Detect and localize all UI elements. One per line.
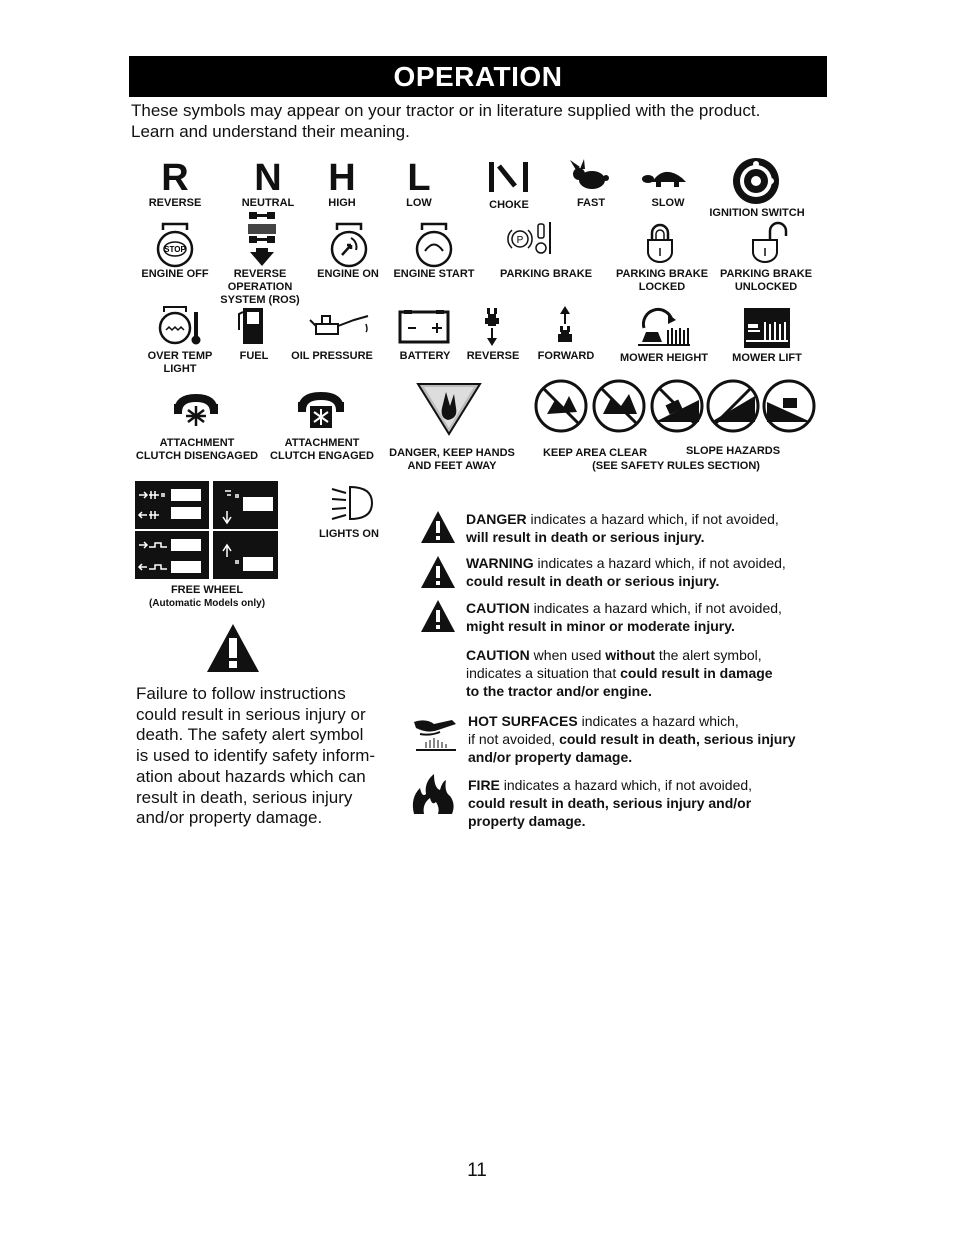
reverse-direction-label: REVERSE xyxy=(466,350,520,362)
parking-brake-icon xyxy=(507,222,553,258)
keep-area-clear-icon-2 xyxy=(594,381,644,431)
safety-alert-icon xyxy=(205,622,261,674)
fuel-label: FUEL xyxy=(239,350,269,362)
high-label: HIGH xyxy=(328,197,356,209)
attachment-clutch-engaged-label: ATTACHMENT CLUTCH ENGAGED xyxy=(270,437,374,462)
section-title-banner: OPERATION xyxy=(129,56,827,97)
rabbit-icon xyxy=(568,158,612,194)
ignition-switch-icon xyxy=(731,156,781,206)
keep-area-clear-label: KEEP AREA CLEAR xyxy=(542,447,648,459)
parking-brake-unlocked-label: PARKING BRAKE UNLOCKED xyxy=(719,268,813,293)
parking-p-text: P xyxy=(516,235,524,246)
free-wheel-note: (Automatic Models only) xyxy=(148,598,266,609)
engine-off-label: ENGINE OFF xyxy=(141,268,209,280)
neutral-letter: N xyxy=(254,157,282,199)
lights-on-label: LIGHTS ON xyxy=(319,528,379,540)
attachment-clutch-disengaged-label: ATTACHMENT CLUTCH DISENGAGED xyxy=(135,437,259,462)
lock-unlocked-icon xyxy=(750,222,790,262)
neutral-label: NEUTRAL xyxy=(241,197,295,209)
hot-surfaces-definition: HOT SURFACES indicates a hazard which, if not avoided, could result in death, serious injury and/or property damage. xyxy=(468,713,796,765)
engine-on-label: ENGINE ON xyxy=(317,268,379,280)
safety-prohibition-icons xyxy=(533,378,817,434)
free-wheel-panel-icon xyxy=(135,481,278,579)
ignition-switch-label: IGNITION SWITCH xyxy=(709,207,805,219)
low-label: LOW xyxy=(406,197,432,209)
fuel-icon xyxy=(237,306,267,346)
reverse-arrow-icon xyxy=(480,304,504,348)
forward-label: FORWARD xyxy=(537,350,595,362)
danger-definition: DANGER indicates a hazard which, if not avoided, will result in death or serious injury. xyxy=(466,511,779,545)
lock-locked-icon xyxy=(645,224,675,264)
engine-on-icon xyxy=(329,224,369,268)
slope-hazard-icon-1 xyxy=(652,381,702,431)
high-letter: H xyxy=(328,157,356,199)
reverse-letter: R xyxy=(161,157,189,199)
fire-icon xyxy=(410,772,456,816)
engine-start-label: ENGINE START xyxy=(393,268,475,280)
headlight-icon xyxy=(328,483,376,523)
engine-start-icon xyxy=(414,224,454,268)
attachment-clutch-disengaged-icon xyxy=(172,392,220,430)
caution-alert-icon xyxy=(420,599,456,633)
safety-rules-section-label: (SEE SAFETY RULES SECTION) xyxy=(592,460,760,472)
keep-area-clear-icon-1 xyxy=(536,381,586,431)
engine-off-icon xyxy=(155,224,195,268)
hot-surface-icon xyxy=(412,712,460,752)
battery-label: BATTERY xyxy=(399,350,451,362)
danger-hands-feet-label: DANGER, KEEP HANDS AND FEET AWAY xyxy=(389,447,515,472)
reverse-label: REVERSE xyxy=(148,197,202,209)
mower-lift-icon xyxy=(744,308,790,348)
parking-brake-label: PARKING BRAKE xyxy=(499,268,593,280)
intro-text: These symbols may appear on your tractor or in literature supplied with the product. Learn and understand their meaning. xyxy=(131,101,761,141)
choke-icon xyxy=(487,160,531,196)
forward-arrow-icon xyxy=(553,304,577,348)
over-temp-icon xyxy=(158,306,202,346)
warning-alert-icon xyxy=(420,555,456,589)
slope-hazard-icon-2 xyxy=(708,381,758,431)
fire-definition: FIRE indicates a hazard which, if not avoided, could result in death, serious injury and/or property damage. xyxy=(468,777,753,829)
slope-hazards-label: SLOPE HAZARDS xyxy=(685,445,781,457)
warning-definition: WARNING indicates a hazard which, if not avoided, could result in death or serious injury. xyxy=(466,555,786,589)
turtle-icon xyxy=(642,164,694,190)
parking-brake-locked-label: PARKING BRAKE LOCKED xyxy=(615,268,709,293)
over-temp-label: OVER TEMP LIGHT xyxy=(147,350,213,375)
slow-label: SLOW xyxy=(651,197,685,209)
low-letter: L xyxy=(407,157,431,199)
ros-label: REVERSE OPERATION SYSTEM (ROS) xyxy=(220,268,300,306)
caution-without-symbol-definition: CAUTION when used without the alert symbol, indicates a situation that could result in damage to the tractor and/or engine. xyxy=(466,647,773,699)
fast-label: FAST xyxy=(576,197,606,209)
stop-text: STOP xyxy=(164,245,186,254)
attachment-clutch-engaged-icon xyxy=(296,390,346,434)
oil-pressure-label: OIL PRESSURE xyxy=(291,350,373,362)
battery-icon xyxy=(398,310,452,344)
ros-icon xyxy=(245,210,279,268)
oil-can-icon xyxy=(308,310,372,338)
mower-lift-label: MOWER LIFT xyxy=(732,352,802,364)
mower-height-icon xyxy=(638,306,690,348)
danger-hands-feet-icon xyxy=(416,382,482,438)
page-number: 11 xyxy=(467,1160,487,1181)
safety-alert-paragraph: Failure to follow instructions could result in serious injury or death. The safety alert symbol is used to identify safety inform- ation about hazards which can result in death, serious injury and/or property damage. xyxy=(136,684,376,828)
mower-height-label: MOWER HEIGHT xyxy=(620,352,708,364)
caution-definition: CAUTION indicates a hazard which, if not avoided, might result in minor or moderate injury. xyxy=(466,600,782,634)
danger-alert-icon xyxy=(420,510,456,544)
slope-hazard-icon-3 xyxy=(764,381,814,431)
choke-label: CHOKE xyxy=(489,199,529,211)
free-wheel-label: FREE WHEEL xyxy=(170,584,244,596)
